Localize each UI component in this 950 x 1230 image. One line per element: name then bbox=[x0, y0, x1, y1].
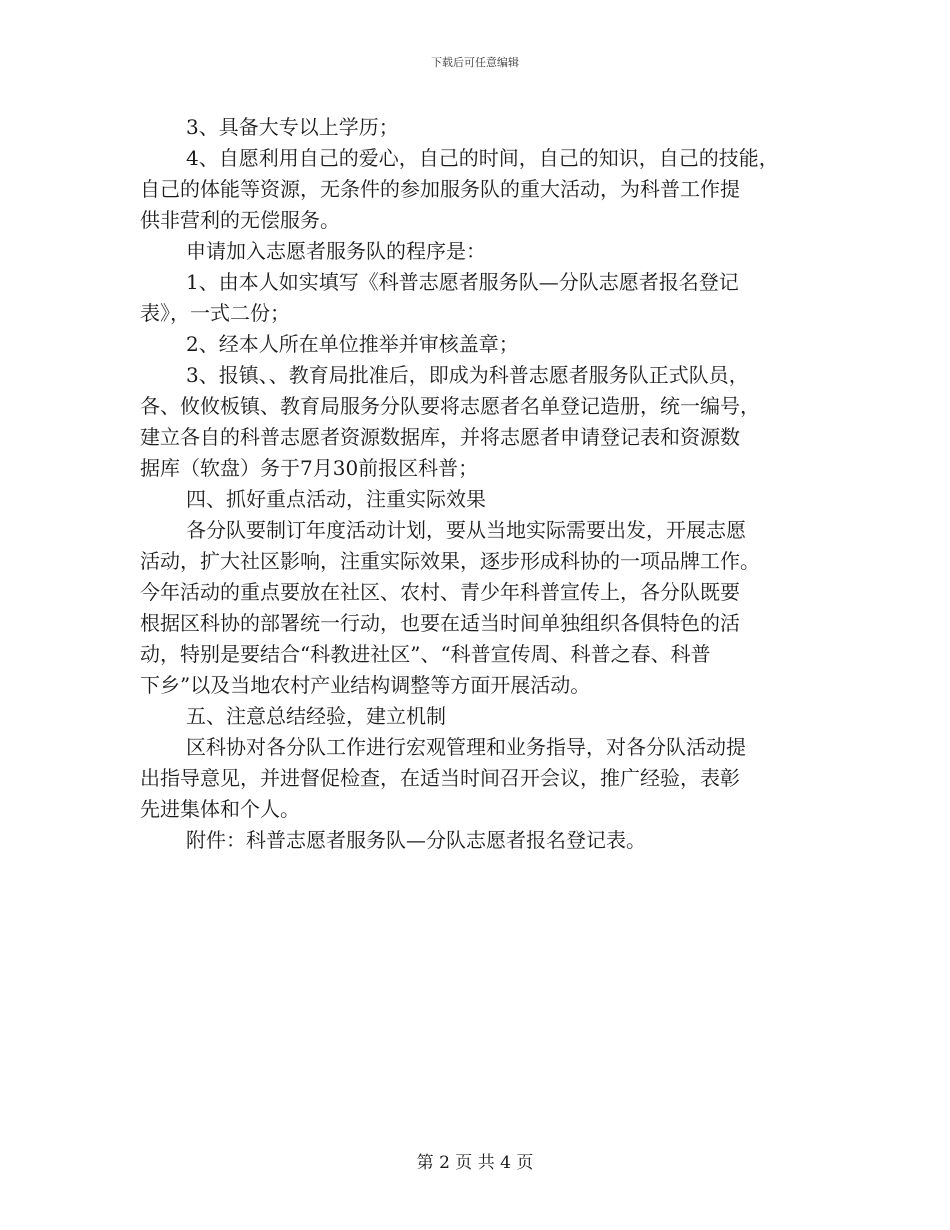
text-line: 五、注意总结经验，建立机制 bbox=[186, 704, 446, 728]
text-line: 4、自愿利用自己的爱心，自己的时间，自己的知识，自己的技能， bbox=[186, 146, 779, 170]
page-number: 第 2 页 共 4 页 bbox=[416, 1153, 534, 1173]
text-line: 各、攸攸板镇、教育局服务分队要将志愿者名单登记造册，统一编号， bbox=[140, 394, 760, 418]
text-line: 今年活动的重点要放在社区、农村、青少年科普宣传上，各分队既要 bbox=[140, 580, 740, 604]
text-line: 区科协对各分队工作进行宏观管理和业务指导，对各分队活动提 bbox=[186, 735, 746, 759]
text-line: 3、具备大专以上学历； bbox=[186, 115, 399, 139]
text-line: 供非营利的无偿服务。 bbox=[140, 208, 340, 232]
text-line: 附件：科普志愿者服务队—分队志愿者报名登记表。 bbox=[186, 828, 646, 852]
text-line: 自己的体能等资源，无条件的参加服务队的重大活动，为科普工作提 bbox=[140, 177, 740, 201]
text-line: 据库（软盘）务于7月30前报区科普； bbox=[140, 456, 479, 480]
page-header: 下载后可任意编辑 bbox=[431, 56, 519, 69]
text-line: 下乡”以及当地农村产业结构调整等方面开展活动。 bbox=[140, 673, 591, 697]
text-line: 3、报镇、、教育局批准后，即成为科普志愿者服务队正式队员， bbox=[186, 363, 749, 387]
text-line: 动，特别是要结合“科教进社区”、“科普宣传周、科普之春、科普 bbox=[140, 642, 711, 666]
text-line: 申请加入志愿者服务队的程序是： bbox=[186, 239, 486, 263]
text-line: 活动，扩大社区影响，注重实际效果，逐步形成科协的一项品牌工作。 bbox=[140, 549, 760, 573]
text-line: 表》，一式二份； bbox=[140, 301, 290, 325]
document-body bbox=[140, 112, 812, 856]
text-line: 四、抓好重点活动，注重实际效果 bbox=[186, 487, 486, 511]
text-line: 建立各自的科普志愿者资源数据库，并将志愿者申请登记表和资源数 bbox=[140, 425, 740, 449]
text-line: 根据区科协的部署统一行动，也要在适当时间单独组织各俱特色的活 bbox=[140, 611, 740, 635]
text-line: 1、由本人如实填写《科普志愿者服务队—分队志愿者报名登记 bbox=[186, 270, 739, 294]
text-line: 各分队要制订年度活动计划，要从当地实际需要出发，开展志愿 bbox=[186, 518, 746, 542]
text-line: 出指导意见，并进督促检查，在适当时间召开会议，推广经验，表彰 bbox=[140, 766, 740, 790]
text-line: 2、经本人所在单位推举并审核盖章； bbox=[186, 332, 519, 356]
text-line: 先进集体和个人。 bbox=[140, 797, 300, 821]
